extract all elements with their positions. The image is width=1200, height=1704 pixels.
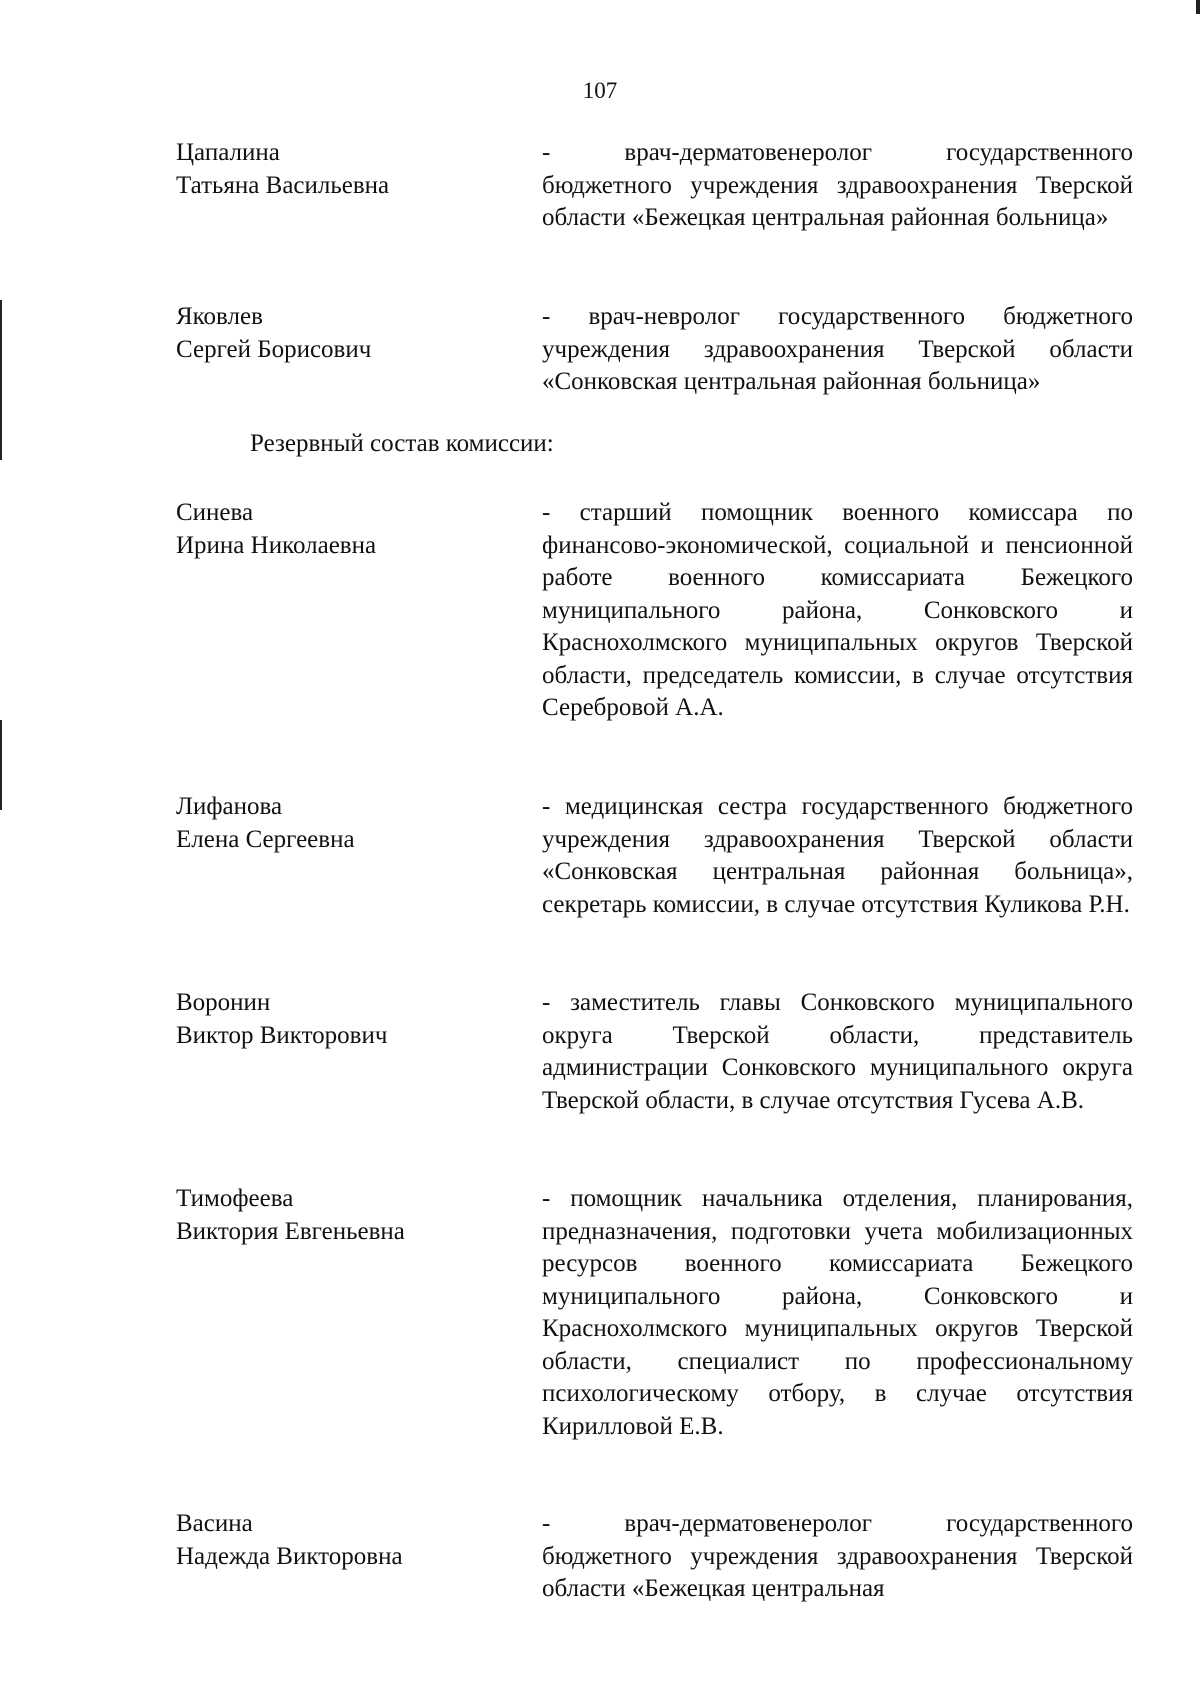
member-given-names: Татьяна Васильевна bbox=[176, 171, 390, 199]
member-given-names: Надежда Викторовна bbox=[176, 1542, 403, 1570]
member-name bbox=[176, 987, 476, 1052]
member-description: - медицинская сестра государственного бюджетного учреждения здравоохранения Тверской области «Сонковская центральная районная больница», секретарь комиссии, в случае отсутствия Куликова Р.Н. bbox=[542, 793, 1133, 918]
member-given-names: Елена Сергеевна bbox=[176, 825, 355, 853]
member-surname: Тимофеева bbox=[176, 1185, 294, 1212]
scan-edge-mark bbox=[0, 720, 2, 810]
member-surname: Васина bbox=[176, 1510, 253, 1537]
member-description: - заместитель главы Сонковского муниципального округа Тверской области, представитель администрации Сонковского муниципального округа Тверской области, в случае отсутствия Гусева А.В. bbox=[542, 989, 1133, 1114]
member-surname: Цапалина bbox=[176, 139, 280, 166]
member-surname: Синева bbox=[176, 499, 254, 526]
member-given-names: Виктор Викторович bbox=[176, 1021, 388, 1049]
scan-edge-mark bbox=[0, 300, 2, 460]
member-description: - врач-дерматовенеролог государственного бюджетного учреждения здравоохранения Тверской области «Бежецкая центральная bbox=[542, 1510, 1133, 1602]
member-name bbox=[176, 497, 476, 562]
member-description: - врач-дерматовенеролог государственного бюджетного учреждения здравоохранения Тверской области «Бежецкая центральная районная больница» bbox=[542, 139, 1133, 231]
member-name bbox=[176, 1508, 476, 1573]
member-description: - старший помощник военного комиссара по финансово-экономической, социальной и пенсионной работе военного комиссариата Бежецкого муниципального района, Сонковского и Краснохолмского муниципальных округов Тверской области, председатель комиссии, в случае отсутствия Серебровой А.А. bbox=[542, 499, 1133, 721]
member-given-names: Сергей Борисович bbox=[176, 335, 372, 363]
page-number: 107 bbox=[582, 78, 618, 103]
member-name bbox=[176, 301, 476, 366]
member-surname: Лифанова bbox=[176, 793, 283, 820]
scan-edge-mark bbox=[1196, 0, 1200, 14]
member-surname: Яковлев bbox=[176, 303, 263, 330]
member-name bbox=[176, 1183, 476, 1248]
member-surname: Воронин bbox=[176, 989, 271, 1016]
member-given-names: Виктория Евгеньевна bbox=[176, 1217, 405, 1245]
member-name bbox=[176, 137, 476, 202]
member-name bbox=[176, 791, 476, 856]
member-description: - врач-невролог государственного бюджетного учреждения здравоохранения Тверской области «Сонковская центральная районная больница» bbox=[542, 303, 1133, 395]
member-given-names: Ирина Николаевна bbox=[176, 531, 377, 559]
member-description: - помощник начальника отделения, планирования, предназначения, подготовки учета мобилизационных ресурсов военного комиссариата Бежецкого муниципального района, Сонковского и Краснохолмского муниципальных округов Тверской области, специалист по профессиональному психологическому отбору, в случае отсутствия Кирилловой Е.В. bbox=[542, 1185, 1133, 1440]
reserve-heading: Резервный состав комиссии: bbox=[250, 430, 554, 457]
